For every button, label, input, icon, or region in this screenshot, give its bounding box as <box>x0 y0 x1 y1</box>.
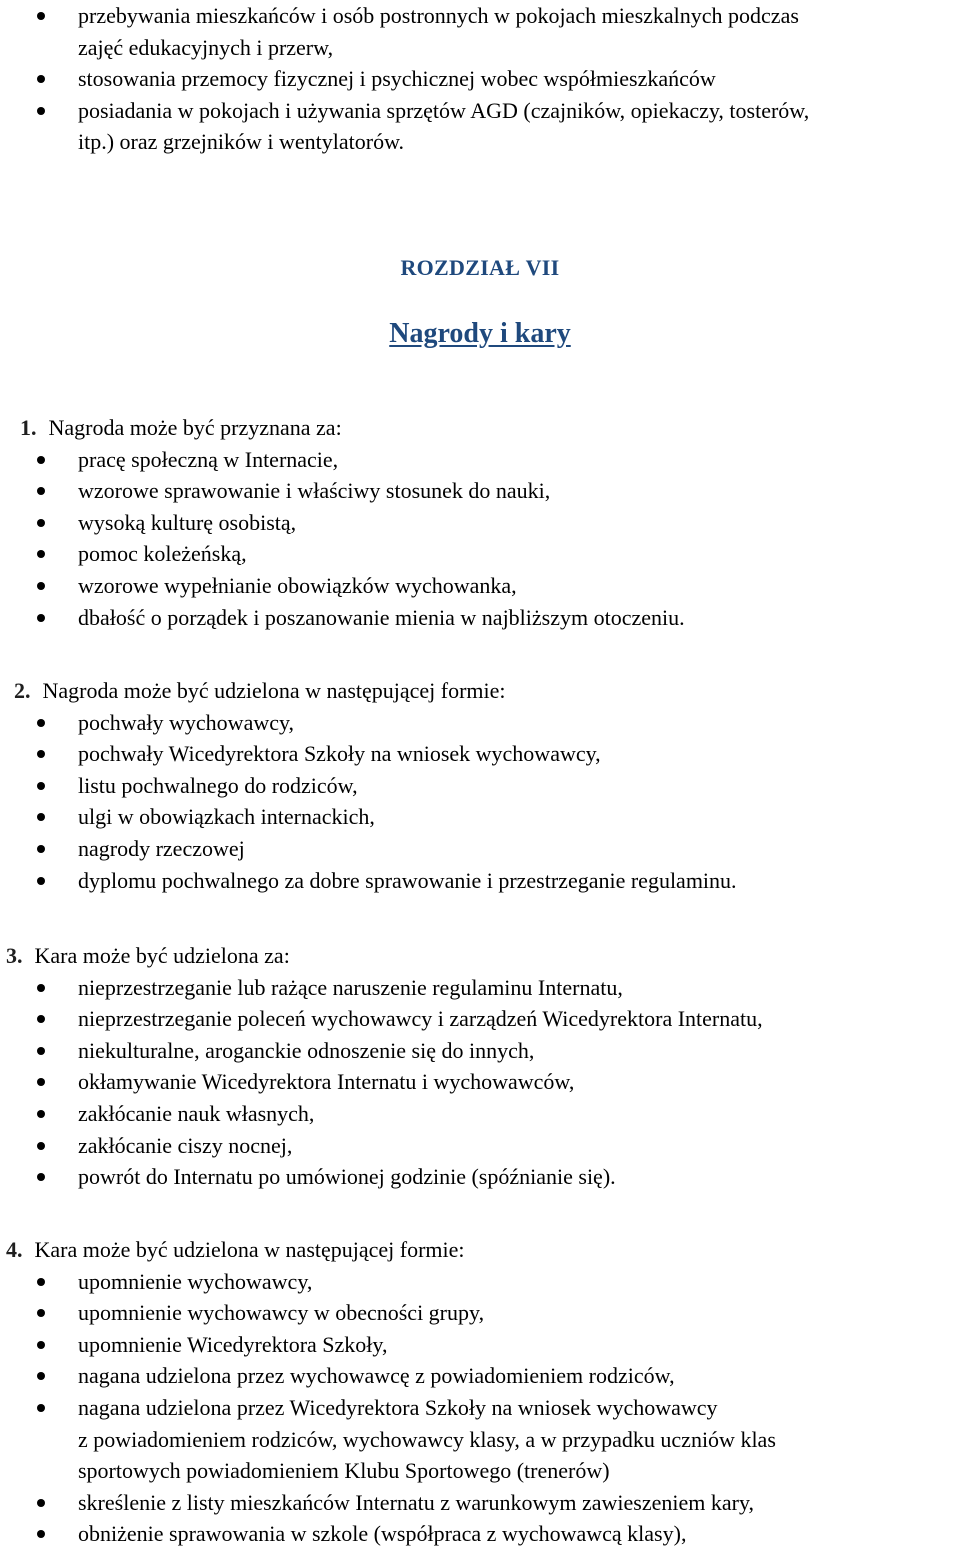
list-item: nagana udzielona przez wychowawcę z powiadomieniem rodziców, <box>0 1360 776 1392</box>
section-penalties-criteria <box>0 940 763 1193</box>
section-heading <box>0 1234 776 1266</box>
section-number: 2. <box>14 678 31 703</box>
section-title: Kara może być udzielona za: <box>34 943 290 968</box>
section-title: Kara może być udzielona w następującej formie: <box>34 1237 465 1262</box>
list-item: okłamywanie Wicedyrektora Internatu i wychowawców, <box>0 1066 763 1098</box>
bullet-icon <box>37 984 45 992</box>
intro-list <box>0 0 809 158</box>
list-item: wysoką kulturę osobistą, <box>0 507 685 539</box>
list-item: listu pochwalnego do rodziców, <box>0 770 737 802</box>
bullet-icon <box>37 877 45 885</box>
bullet-icon <box>37 614 45 622</box>
section-list <box>0 444 685 634</box>
bullet-icon <box>37 1404 45 1412</box>
chapter-subtitle: Nagrody i kary <box>389 318 571 349</box>
list-item: wzorowe sprawowanie i właściwy stosunek do nauki, <box>0 475 685 507</box>
bullet-icon <box>37 1173 45 1181</box>
section-number: 4. <box>6 1237 23 1262</box>
list-item: stosowania przemocy fizycznej i psychicznej wobec współmieszkańców <box>0 63 809 95</box>
bullet-icon <box>37 845 45 853</box>
bullet-icon <box>37 107 45 115</box>
bullet-icon <box>37 782 45 790</box>
section-title: Nagroda może być przyznana za: <box>48 415 342 440</box>
bullet-icon <box>37 1047 45 1055</box>
section-number: 1. <box>20 415 37 440</box>
list-item: pracę społeczną w Internacie, <box>0 444 685 476</box>
section-rewards-criteria <box>0 412 685 633</box>
list-item-continuation: sportowych powiadomieniem Klubu Sportowego (trenerów) <box>78 1458 610 1484</box>
bullet-icon <box>37 1499 45 1507</box>
bullet-icon <box>37 550 45 558</box>
bullet-icon <box>37 719 45 727</box>
bullet-icon <box>37 75 45 83</box>
bullet-icon <box>37 1309 45 1317</box>
list-item: dbałość o porządek i poszanowanie mienia w najbliższym otoczeniu. <box>0 602 685 634</box>
list-item-continuation: itp.) oraz grzejników i wentylatorów. <box>78 129 405 155</box>
list-item: upomnienie wychowawcy w obecności grupy, <box>0 1297 776 1329</box>
list-item: dyplomu pochwalnego za dobre sprawowanie i przestrzeganie regulaminu. <box>0 865 737 897</box>
bullet-icon <box>37 519 45 527</box>
list-item: obniżenie sprawowania w szkole (współpraca z wychowawcą klasy), <box>0 1518 776 1550</box>
list-item-continuation: zajęć edukacyjnych i przerw, <box>78 34 334 60</box>
list-item: zakłócanie nauk własnych, <box>0 1098 763 1130</box>
list-item-continuation: z powiadomieniem rodziców, wychowawcy klasy, a w przypadku uczniów klas <box>78 1426 776 1452</box>
section-title: Nagroda może być udzielona w następującej formie: <box>42 678 506 703</box>
list-item: wzorowe wypełnianie obowiązków wychowanka, <box>0 570 685 602</box>
bullet-icon <box>37 456 45 464</box>
bullet-icon <box>37 1110 45 1118</box>
list-item: upomnienie Wicedyrektora Szkoły, <box>0 1329 776 1361</box>
section-rewards-forms <box>0 675 737 896</box>
bullet-icon <box>37 487 45 495</box>
list-item: nagrody rzeczowej <box>0 833 737 865</box>
list-item: nieprzestrzeganie lub rażące naruszenie regulaminu Internatu, <box>0 972 763 1004</box>
section-list <box>0 1266 776 1550</box>
bullet-icon <box>37 750 45 758</box>
section-list <box>0 972 763 1193</box>
bullet-icon <box>37 1142 45 1150</box>
list-item: skreślenie z listy mieszkańców Internatu z warunkowym zawieszeniem kary, <box>0 1487 776 1519</box>
bullet-icon <box>37 1078 45 1086</box>
section-heading <box>0 675 737 707</box>
list-item: pochwały Wicedyrektora Szkoły na wniosek wychowawcy, <box>0 738 737 770</box>
list-item: przebywania mieszkańców i osób postronnych w pokojach mieszkalnych podczas <box>0 0 809 32</box>
bullet-icon <box>37 1278 45 1286</box>
section-heading <box>0 412 685 444</box>
list-item: niekulturalne, aroganckie odnoszenie się do innych, <box>0 1035 763 1067</box>
list-item: pomoc koleżeńską, <box>0 538 685 570</box>
section-number: 3. <box>6 943 23 968</box>
section-penalties-forms <box>0 1234 776 1550</box>
list-item: upomnienie wychowawcy, <box>0 1266 776 1298</box>
bullet-icon <box>37 813 45 821</box>
bullet-icon <box>37 1372 45 1380</box>
section-heading <box>0 940 763 972</box>
section-list <box>0 707 737 897</box>
bullet-icon <box>37 1530 45 1538</box>
bullet-icon <box>37 582 45 590</box>
bullet-icon <box>37 1015 45 1023</box>
bullet-icon <box>37 1341 45 1349</box>
bullet-icon <box>37 12 45 20</box>
list-item: powrót do Internatu po umówionej godzinie (spóźnianie się). <box>0 1161 763 1193</box>
list-item: pochwały wychowawcy, <box>0 707 737 739</box>
list-item: nieprzestrzeganie poleceń wychowawcy i zarządzeń Wicedyrektora Internatu, <box>0 1003 763 1035</box>
list-item: ulgi w obowiązkach internackich, <box>0 801 737 833</box>
chapter-heading: ROZDZIAŁ VII <box>400 255 560 280</box>
list-item: nagana udzielona przez Wicedyrektora Szkoły na wniosek wychowawcy <box>0 1392 776 1424</box>
list-item: posiadania w pokojach i używania sprzętów AGD (czajników, opiekaczy, tosterów, <box>0 95 809 127</box>
list-item: zakłócanie ciszy nocnej, <box>0 1130 763 1162</box>
